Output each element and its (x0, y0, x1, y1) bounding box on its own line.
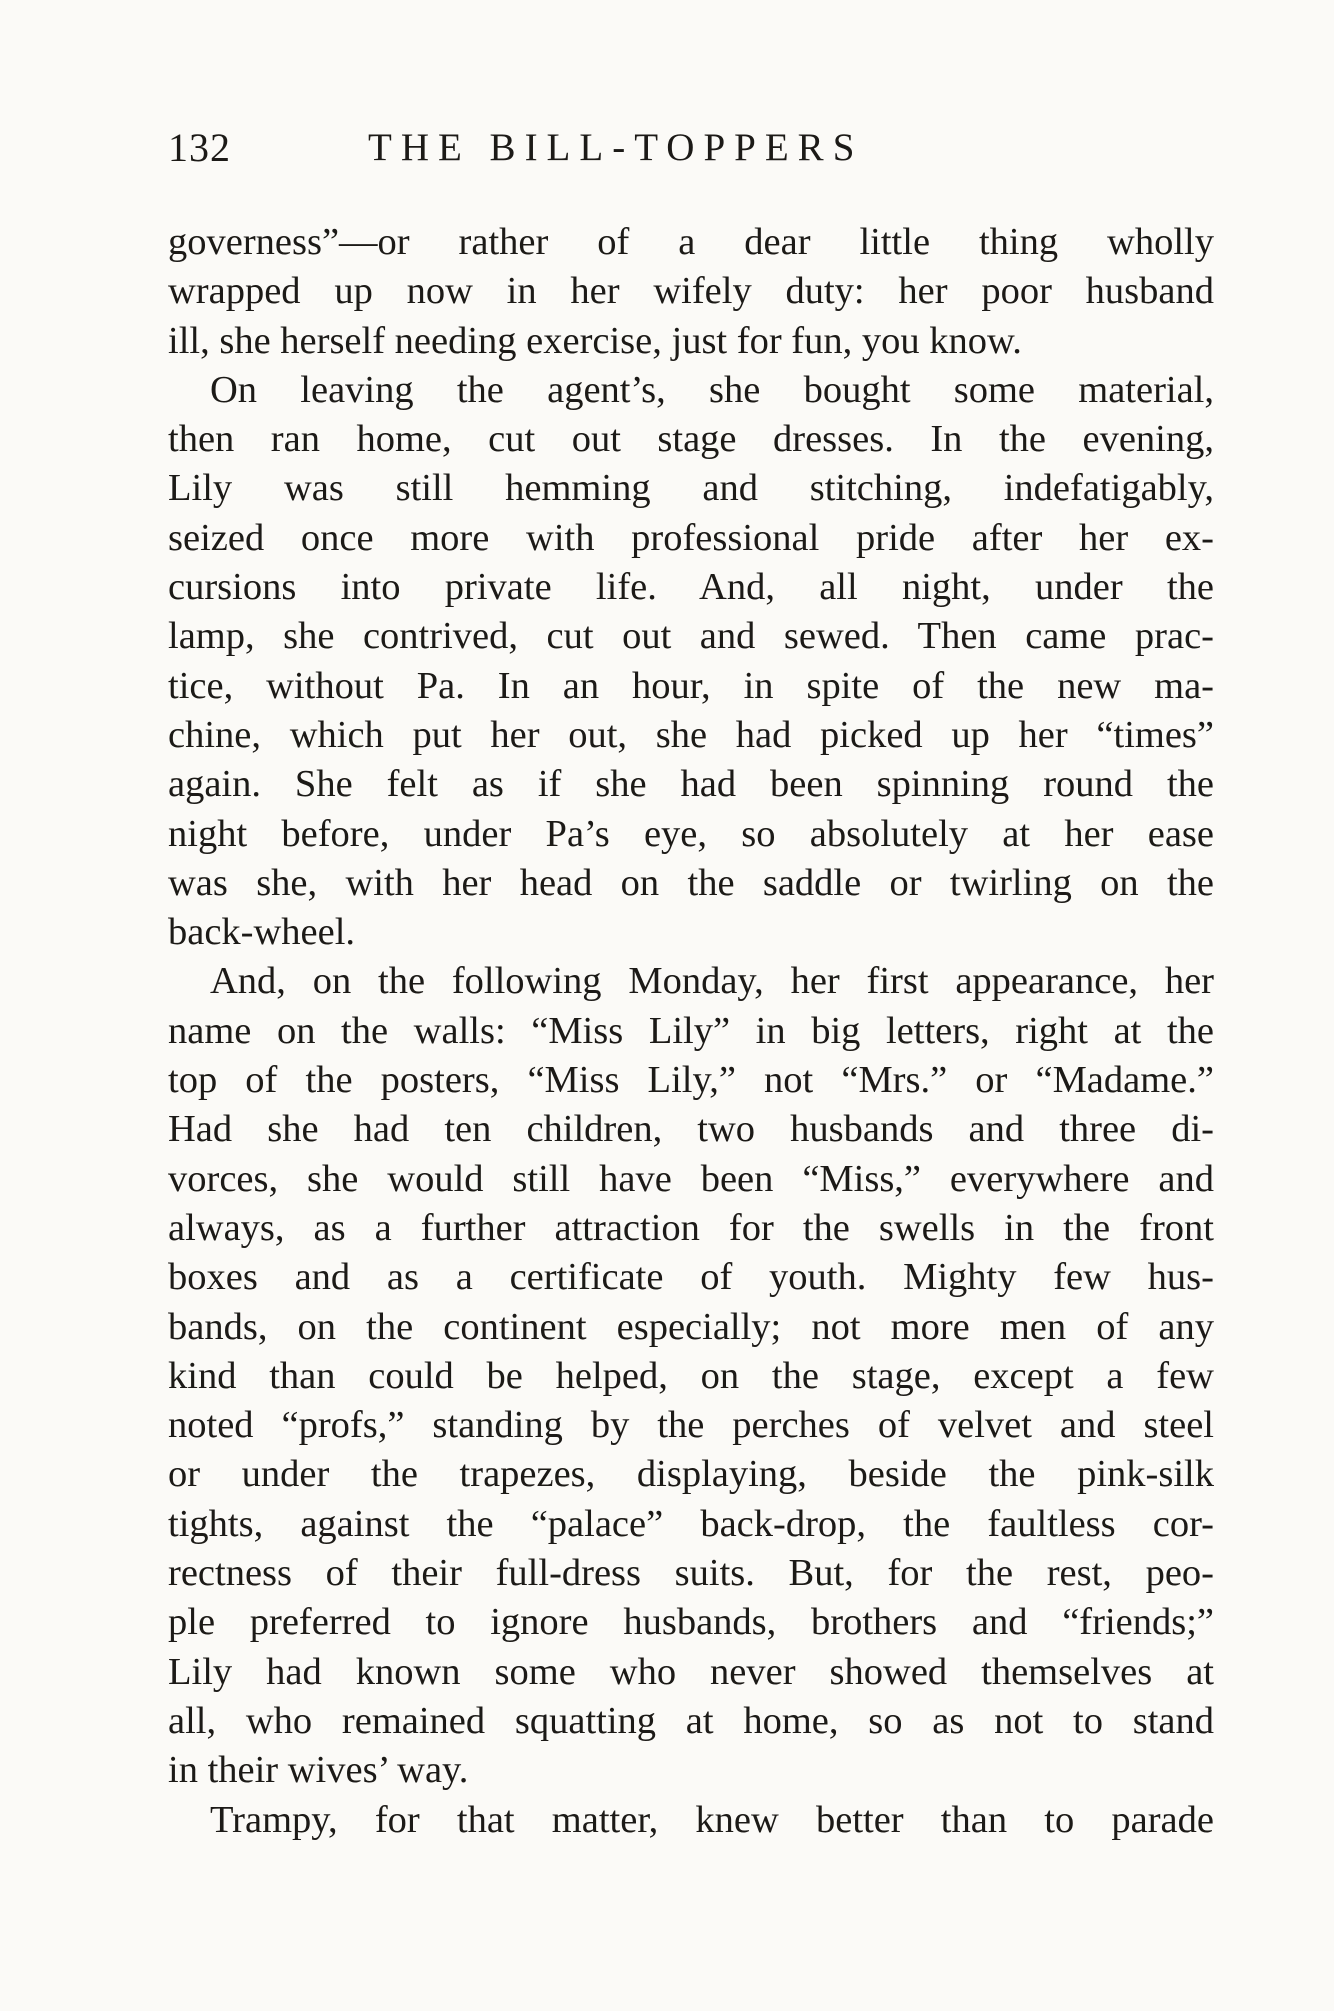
text-line: noted “profs,” standing by the perches of velvet and steel (168, 1404, 1214, 1447)
text-line: governess”—or rather of a dear little thing wholly (168, 221, 1214, 263)
page-header (168, 120, 1048, 176)
body-text (168, 218, 1214, 1845)
text-line: back-wheel. (168, 911, 356, 954)
text-line: ill, she herself needing exercise, just for fun, you know. (168, 319, 1022, 362)
text-line: all, who remained squatting at home, so as not to stand (168, 1699, 1214, 1742)
text-line: wrapped up now in her wifely duty: her poor husband (168, 270, 1214, 313)
text-line: night before, under Pa’s eye, so absolutely at her ease (168, 812, 1214, 855)
text-line: kind than could be helped, on the stage, except a few (168, 1354, 1214, 1397)
text-line: tice, without Pa. In an hour, in spite of the new ma- (168, 664, 1214, 707)
text-line: rectness of their full-dress suits. But, for the rest, peo- (168, 1552, 1214, 1595)
page-number: 132 (168, 125, 231, 170)
text-line: cursions into private life. And, all night, under the (168, 566, 1214, 609)
running-title: THE BILL-TOPPERS (368, 126, 864, 169)
text-line: or under the trapezes, displaying, beside the pink-silk (168, 1453, 1214, 1496)
paragraph-start-line: And, on the following Monday, her first appearance, her (210, 960, 1214, 1003)
text-line: tights, against the “palace” back-drop, the faultless cor- (168, 1502, 1214, 1545)
text-line: was she, with her head on the saddle or twirling on the (168, 861, 1214, 904)
text-line: Lily was still hemming and stitching, indefatigably, (168, 467, 1214, 510)
text-line: top of the posters, “Miss Lily,” not “Mrs.” or “Madame.” (168, 1059, 1214, 1102)
text-line: chine, which put her out, she had picked up her “times” (168, 713, 1214, 756)
text-line: in their wives’ way. (168, 1749, 469, 1792)
paragraph-start-line: Trampy, for that matter, knew better than to parade (210, 1798, 1214, 1841)
text-line: vorces, she would still have been “Miss,” everywhere and (168, 1157, 1214, 1200)
text-line: name on the walls: “Miss Lily” in big letters, right at the (168, 1009, 1214, 1052)
text-line: boxes and as a certificate of youth. Mighty few hus- (168, 1256, 1214, 1299)
text-line: always, as a further attraction for the swells in the front (168, 1206, 1214, 1249)
text-line: lamp, she contrived, cut out and sewed. Then came prac- (168, 615, 1214, 658)
text-line: then ran home, cut out stage dresses. In the evening, (168, 418, 1214, 461)
text-line: Lily had known some who never showed themselves at (168, 1650, 1214, 1693)
text-line: seized once more with professional pride after her ex- (168, 516, 1214, 559)
text-line: again. She felt as if she had been spinning round the (168, 763, 1214, 806)
text-line: Had she had ten children, two husbands and three di- (168, 1108, 1214, 1151)
text-line: bands, on the continent especially; not more men of any (168, 1305, 1214, 1348)
paragraph-start-line: On leaving the agent’s, she bought some material, (210, 368, 1214, 411)
text-line: ple preferred to ignore husbands, brothers and “friends;” (168, 1601, 1214, 1644)
